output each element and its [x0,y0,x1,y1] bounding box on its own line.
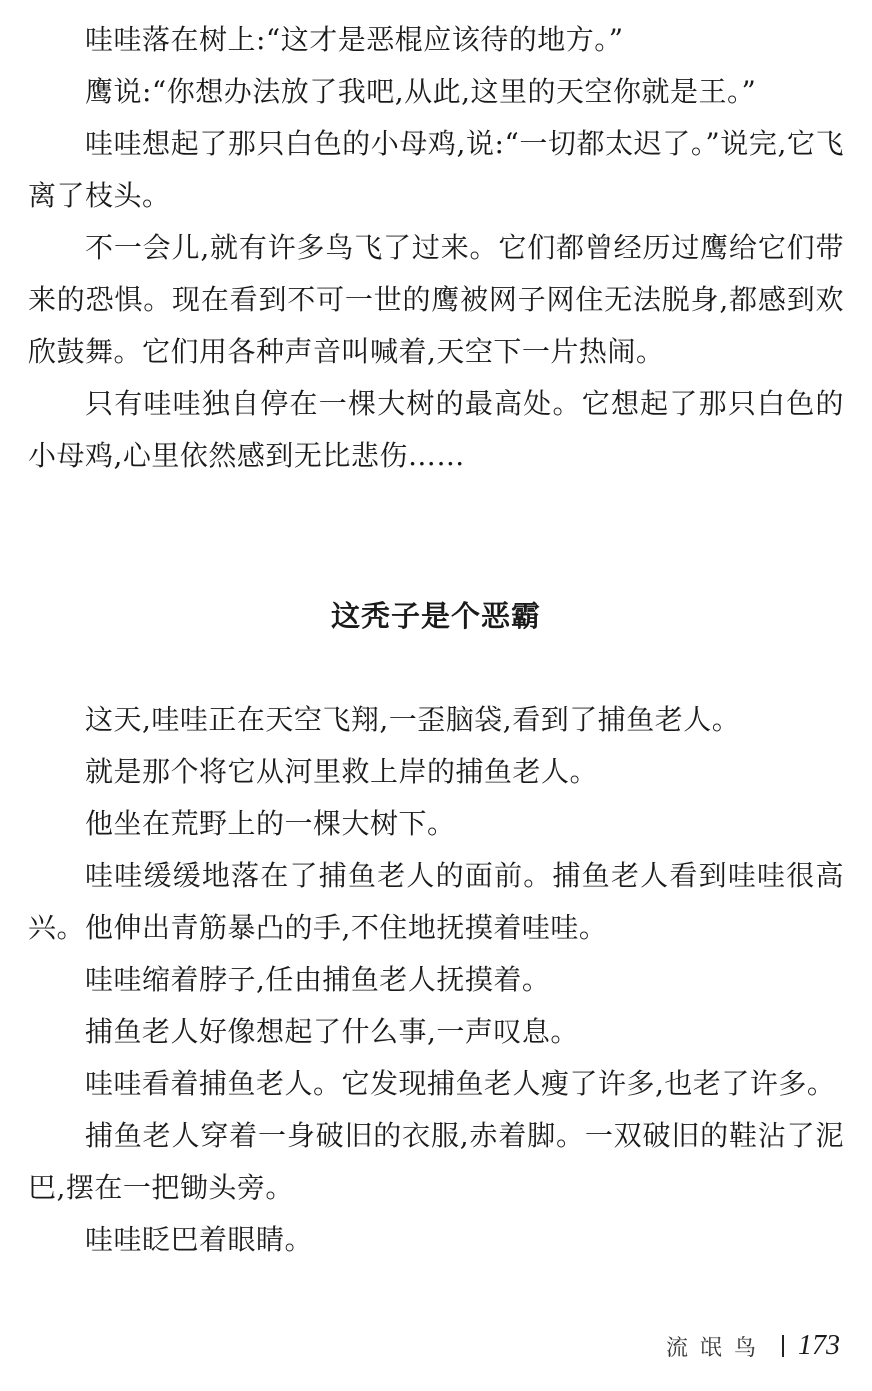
paragraph: 不一会儿,就有许多鸟飞了过来。它们都曾经历过鹰给它们带来的恐惧。现在看到不可一世的鹰被网子网住无法脱身,都感到欢欣鼓舞。它们用各种声音叫喊着,天空下一片热闹。 [28,231,844,368]
paragraph: 捕鱼老人好像想起了什么事,一声叹息。 [85,1015,579,1048]
chapter-title: 这秃子是个恶霸 [330,599,541,633]
footer-divider [782,1335,784,1357]
paragraph: 哇哇眨巴着眼睛。 [85,1223,314,1256]
chapter-body [28,694,844,1266]
page-number: 173 [798,1330,840,1361]
paragraph: 就是那个将它从河里救上岸的捕鱼老人。 [85,755,599,788]
paragraph: 这天,哇哇正在天空飞翔,一歪脑袋,看到了捕鱼老人。 [85,703,741,736]
paragraph: 哇哇看着捕鱼老人。它发现捕鱼老人瘦了许多,也老了许多。 [85,1067,836,1100]
paragraph: 哇哇落在树上:“这才是恶棍应该待的地方。” [85,23,624,56]
paragraph: 只有哇哇独自停在一棵大树的最高处。它想起了那只白色的小母鸡,心里依然感到无比悲伤…… [28,387,844,472]
running-book-title: 流氓鸟 [665,1335,768,1361]
paragraph: 捕鱼老人穿着一身破旧的衣服,赤着脚。一双破旧的鞋沾了泥巴,摆在一把锄头旁。 [28,1119,844,1204]
paragraph: 哇哇缩着脖子,任由捕鱼老人抚摸着。 [85,963,551,996]
previous-chapter-ending [28,14,844,482]
page-footer [666,1330,840,1362]
paragraph: 哇哇缓缓地落在了捕鱼老人的面前。捕鱼老人看到哇哇很高兴。他伸出青筋暴凸的手,不住地抚摸着哇哇。 [28,859,844,944]
paragraph: 哇哇想起了那只白色的小母鸡,说:“一切都太迟了。”说完,它飞离了枝头。 [28,127,844,212]
paragraph: 鹰说:“你想办法放了我吧,从此,这里的天空你就是王。” [85,75,757,108]
paragraph: 他坐在荒野上的一棵大树下。 [85,807,456,840]
